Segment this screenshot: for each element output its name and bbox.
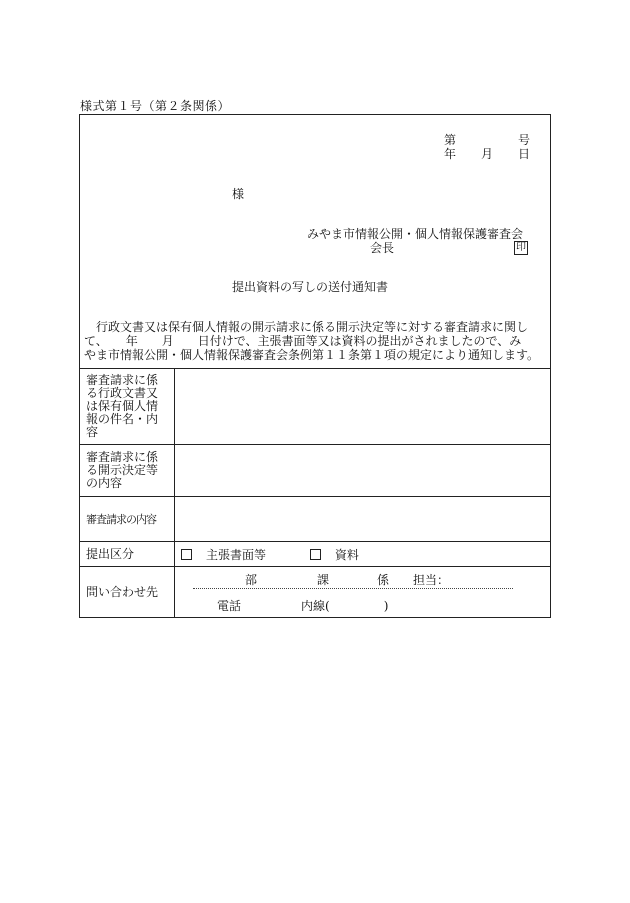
table-row xyxy=(80,445,551,497)
number-prefix: 第 xyxy=(444,133,457,147)
sender-title: 会長 xyxy=(370,241,395,255)
form-number-label: 様式第１号（第２条関係） xyxy=(80,99,231,113)
contact-extension-open: 内線( xyxy=(301,598,330,613)
number-suffix: 号 xyxy=(518,133,531,147)
checkbox-material[interactable] xyxy=(310,549,321,560)
contact-dotted-line xyxy=(193,571,513,589)
date-year: 年 xyxy=(444,147,457,161)
submission-options xyxy=(175,542,551,567)
contact-dept: 部 xyxy=(245,572,258,587)
option-material-label: 資料 xyxy=(334,547,359,562)
row-value-subject[interactable] xyxy=(175,369,551,445)
notice-body xyxy=(84,320,548,362)
date-day: 日 xyxy=(518,147,531,161)
body-line: て、 年 月 日付けで、主張書面等又は資料の提出がされましたので、み xyxy=(84,334,522,348)
contact-section: 課 xyxy=(317,572,330,587)
row-value-decision[interactable] xyxy=(175,445,551,497)
seal-mark: 印 xyxy=(516,242,526,253)
sender-organization: みやま市情報公開・個人情報保護審査会 xyxy=(307,227,524,241)
contact-staff: 担当： xyxy=(413,572,450,587)
contact-phone: 電話 xyxy=(217,598,242,613)
detail-table xyxy=(79,368,551,618)
checkbox-brief[interactable] xyxy=(181,549,192,560)
contact-extension-close: ) xyxy=(383,598,389,613)
contact-label: 問い合わせ先 xyxy=(80,567,175,618)
row-label-request: 審査請求の内容 xyxy=(80,497,175,542)
addressee-suffix: 様 xyxy=(232,187,245,201)
contact-details xyxy=(175,567,551,618)
row-label-subject: 審査請求に係 る行政文書又 は保有個人情 報の件名・内 容 xyxy=(80,369,175,445)
date-month: 月 xyxy=(481,147,494,161)
row-value-request[interactable] xyxy=(175,497,551,542)
row-label-decision: 審査請求に係 る開示決定等 の内容 xyxy=(80,445,175,497)
body-line: 行政文書又は保有個人情報の開示請求に係る開示決定等に対する審査請求に関し xyxy=(84,320,529,334)
notice-frame xyxy=(79,114,551,618)
table-row xyxy=(80,567,551,618)
option-brief-label: 主張書面等 xyxy=(206,547,267,562)
contact-unit: 係 xyxy=(377,572,390,587)
table-row xyxy=(80,369,551,445)
body-line: やま市情報公開・個人情報保護審査会条例第１１条第１項の規定により通知します。 xyxy=(84,348,540,362)
table-row xyxy=(80,497,551,542)
table-row xyxy=(80,542,551,567)
document-title: 提出資料の写しの送付通知書 xyxy=(232,280,389,294)
submission-label: 提出区分 xyxy=(80,542,175,567)
